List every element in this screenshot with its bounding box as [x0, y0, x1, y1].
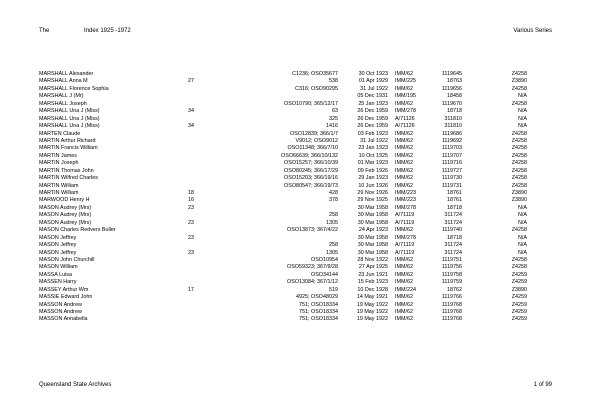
entry-item: IMM/223: [395, 190, 416, 196]
entry-name: MARSHALL Una J (Miss): [39, 108, 100, 115]
entry-series: Z4259: [511, 309, 527, 315]
footer-archive: Queensland State Archives: [39, 382, 112, 388]
entry-number: 1119731: [441, 182, 462, 189]
entry-series: N/A: [518, 242, 527, 249]
entry-name: MARTIN Arthur Richard: [39, 137, 96, 144]
entry-age: 17: [188, 286, 194, 293]
entry-series: Z4258: [511, 85, 527, 92]
table-row: [0, 197, 589, 204]
entry-series: Z3890: [511, 197, 527, 204]
entry-series: N/A: [518, 219, 527, 226]
entry-date: 01 Apr 1929: [358, 78, 388, 85]
entry-number: 18718: [447, 204, 462, 211]
entry-date: 30 Mar 1958: [357, 249, 388, 256]
entry-item: IMM/62: [395, 256, 413, 263]
entry-item: IMM/62: [395, 152, 413, 159]
entry-number: 311724: [444, 219, 462, 226]
header-title: Index 1925 -1972: [84, 28, 131, 34]
entry-number: 311810: [444, 115, 462, 122]
entry-name: MARSHALL J (Mr): [39, 93, 84, 100]
entry-item: IMM/195: [395, 93, 416, 100]
entry-date: 27 Apr 1925: [358, 264, 388, 271]
entry-reference: OSO11348; 366/7/10: [287, 145, 338, 152]
entry-date: 10 Jun 1926: [358, 182, 388, 189]
entry-series: Z4258: [511, 182, 527, 189]
entry-series: Z4258: [511, 227, 527, 234]
entry-item: IMM/62: [395, 316, 413, 323]
entry-name: MARSHALL Alexander: [39, 71, 94, 77]
entry-date: 28 Nov 1922: [357, 256, 388, 263]
entry-date: 23 Jan 1923: [358, 145, 388, 152]
entry-date: 30 Mar 1958: [357, 242, 388, 249]
table-row: [0, 272, 589, 279]
entry-number: 311724: [444, 242, 462, 249]
entry-series: Z4258: [511, 256, 527, 263]
entry-number: 311724: [444, 249, 462, 256]
entry-date: 05 Dec 1931: [357, 93, 388, 100]
table-row: [0, 86, 589, 93]
entry-number: 1119768: [441, 309, 462, 315]
entry-item: IMM/62: [395, 271, 413, 278]
entry-reference: C316; OSO90295: [295, 85, 338, 92]
entry-item: A/71119: [395, 219, 415, 226]
entry-name: MASON Audrey (Mrs): [39, 204, 92, 211]
entry-item: IMM/62: [395, 294, 413, 301]
entry-name: MARTIN Francis William: [39, 145, 98, 152]
header-left: The: [39, 28, 50, 34]
entry-reference: OSO15203; 366/19/16: [284, 175, 338, 182]
entry-item: A/71119: [395, 212, 415, 219]
entry-number: 1119756: [441, 264, 462, 271]
entry-age: 34: [188, 123, 194, 130]
entry-number: 311810: [444, 123, 462, 130]
entry-date: 30 Mar 1958: [357, 234, 388, 241]
table-row: [0, 145, 589, 152]
table-row: [0, 302, 589, 309]
entry-series: N/A: [518, 93, 527, 100]
table-row: [0, 287, 589, 294]
entry-date: 31 Jul 1922: [360, 137, 388, 144]
entry-series: Z4258: [511, 71, 527, 77]
entry-number: 1119768: [441, 316, 462, 323]
entry-date: 24 Apr 1923: [358, 227, 388, 234]
table-row: [0, 175, 589, 182]
entry-date: 29 Nov 1925: [357, 197, 388, 204]
entry-reference: 258: [329, 212, 338, 219]
entry-number: 18761: [447, 197, 462, 204]
entry-number: 18458: [447, 93, 462, 100]
entry-item: A/71119: [395, 242, 415, 249]
entry-reference: 538: [329, 78, 338, 85]
entry-number: 1119716: [441, 160, 462, 167]
entry-name: MARSHALL Florence Sophia: [39, 85, 109, 92]
table-row: [0, 78, 589, 85]
entry-name: MARSHALL Anna M: [39, 78, 88, 85]
entry-name: MASSON Annabella: [39, 316, 88, 323]
entry-series: Z3890: [511, 286, 527, 293]
entry-reference: 428: [329, 190, 338, 196]
entry-name: MASSON Andrew: [39, 301, 82, 308]
table-row: [0, 294, 589, 301]
entry-number: 311724: [444, 212, 462, 219]
entry-reference: 1305: [326, 219, 338, 226]
entry-reference: 751; OSO18334: [299, 316, 338, 323]
entry-date: 26 Dec 1959: [357, 123, 388, 130]
entry-series: Z4259: [511, 301, 527, 308]
entry-number: 1119703: [441, 145, 462, 152]
table-row: [0, 279, 589, 286]
entry-date: 19 May 1922: [356, 316, 388, 323]
table-row: [0, 138, 589, 145]
entry-series: Z4259: [511, 271, 527, 278]
entry-item: IMM/62: [395, 160, 413, 167]
entry-item: A/71119: [395, 249, 415, 256]
entry-series: Z4258: [511, 160, 527, 167]
entry-date: 03 Feb 1923: [357, 130, 388, 137]
table-row: [0, 316, 589, 323]
entry-item: IMM/223: [395, 197, 416, 204]
entry-date: 19 May 1922: [356, 301, 388, 308]
entry-number: 1119730: [441, 175, 462, 182]
entry-number: 1119751: [441, 256, 462, 263]
entry-reference: OSO12839; 366/1/7: [290, 130, 338, 137]
table-row: [0, 257, 589, 264]
entry-name: MASON William: [39, 264, 78, 271]
entry-name: MARTIN William: [39, 190, 79, 196]
entry-item: IMM/62: [395, 130, 413, 137]
entry-reference: 1416: [326, 123, 338, 130]
entry-age: 18: [188, 190, 194, 196]
table-row: [0, 160, 589, 167]
table-row: [0, 264, 589, 271]
entry-reference: OSO13873; 367/4/22: [287, 227, 338, 234]
entry-name: MASSON Andrew: [39, 309, 82, 315]
entry-number: 1119656: [441, 85, 462, 92]
entry-age: 27: [188, 78, 194, 85]
entry-date: 30 Mar 1958: [357, 219, 388, 226]
entry-date: 14 May 1921: [356, 294, 388, 301]
entry-number: 1119686: [441, 130, 462, 137]
entry-age: 34: [188, 108, 194, 115]
entry-series: Z4258: [511, 145, 527, 152]
table-row: [0, 131, 589, 138]
entry-series: N/A: [518, 234, 527, 241]
entry-item: IMM/62: [395, 71, 413, 77]
entry-name: MARTIN Joseph: [39, 160, 79, 167]
entry-date: 19 May 1922: [356, 309, 388, 315]
entry-date: 23 Jun 1921: [358, 271, 388, 278]
entry-name: MASON Audrey (Mrs): [39, 219, 92, 226]
table-row: [0, 168, 589, 175]
entry-series: Z4259: [511, 294, 527, 301]
entry-item: IMM/62: [395, 100, 413, 107]
table-row: [0, 220, 589, 227]
entry-age: 23: [188, 204, 194, 211]
entry-series: Z4259: [511, 279, 527, 286]
entry-age: 23: [188, 234, 194, 241]
entry-date: 15 Feb 1923: [357, 279, 388, 286]
entry-number: 18718: [447, 234, 462, 241]
entry-reference: 1305: [326, 249, 338, 256]
entry-number: 1119766: [441, 294, 462, 301]
entry-reference: OSO80245; 366/17/29: [284, 167, 338, 174]
entry-name: MARSHALL Una J (Miss): [39, 123, 100, 130]
table-row: [0, 212, 589, 219]
entry-reference: OSO10954: [311, 256, 338, 263]
entry-number: 18761: [447, 190, 462, 196]
entry-name: MARTIN Wilfred Charles: [39, 175, 98, 182]
entry-date: 31 Jul 1922: [360, 85, 388, 92]
entry-name: MARWOOD Henry H: [39, 197, 90, 204]
entry-name: MASON Jeffrey: [39, 242, 77, 249]
entry-item: IMM/62: [395, 264, 413, 271]
entry-item: IMM/62: [395, 85, 413, 92]
entry-name: MARTEN Claude: [39, 130, 81, 137]
table-row: [0, 183, 589, 190]
entry-reference: 519: [329, 286, 338, 293]
index-table: [0, 71, 589, 324]
entry-reference: 325: [329, 115, 338, 122]
entry-date: 01 Mar 1923: [357, 160, 388, 167]
entry-item: A/71126: [395, 123, 415, 130]
table-row: [0, 190, 589, 197]
entry-series: Z4258: [511, 137, 527, 144]
entry-series: Z4258: [511, 152, 527, 159]
entry-name: MASON Jeffrey: [39, 234, 77, 241]
entry-number: 18762: [447, 286, 462, 293]
entry-name: MASSEY Arthur Wm: [39, 286, 89, 293]
entry-reference: 258: [329, 242, 338, 249]
entry-reference: 751; OSO18334: [299, 301, 338, 308]
entry-number: 18763: [447, 78, 462, 85]
entry-number: 1119759: [441, 279, 462, 286]
table-row: [0, 116, 589, 123]
entry-item: IMM/224: [395, 286, 416, 293]
entry-item: IMM/62: [395, 309, 413, 315]
entry-reference: OSO10790; 365/12/17: [284, 100, 338, 107]
entry-series: Z4258: [511, 175, 527, 182]
table-row: [0, 153, 589, 160]
table-row: [0, 205, 589, 212]
table-row: [0, 250, 589, 257]
entry-number: 1119645: [441, 71, 462, 77]
entry-series: N/A: [518, 249, 527, 256]
entry-item: IMM/62: [395, 175, 413, 182]
entry-item: IMM/62: [395, 279, 413, 286]
table-row: [0, 101, 589, 108]
entry-series: Z4258: [511, 130, 527, 137]
entry-date: 09 Feb 1926: [357, 167, 388, 174]
entry-item: IMM/62: [395, 145, 413, 152]
entry-item: IMM/62: [395, 167, 413, 174]
entry-name: MARSHALL Joseph: [39, 100, 87, 107]
entry-item: IMM/62: [395, 137, 413, 144]
entry-age: 16: [188, 197, 194, 204]
page-number: 1 of 99: [533, 382, 552, 388]
entry-series: Z4258: [511, 264, 527, 271]
entry-name: MASSEN Harry: [39, 279, 77, 286]
entry-number: 1119670: [441, 100, 462, 107]
entry-name: MASON Charles Redvers Buller: [39, 227, 116, 234]
entry-reference: C1236; OSO35677: [292, 71, 338, 77]
entry-date: 30 Mar 1958: [357, 204, 388, 211]
entry-series: Z4259: [511, 316, 527, 323]
entry-number: 1119692: [441, 137, 462, 144]
entry-number: 18718: [447, 108, 462, 115]
entry-series: N/A: [518, 204, 527, 211]
entry-age: 23: [188, 219, 194, 226]
entry-reference: OSO34144: [311, 271, 338, 278]
entry-series: Z3890: [511, 190, 527, 196]
entry-name: MARSHALL Una J (Miss): [39, 115, 100, 122]
entry-series: N/A: [518, 123, 527, 130]
table-row: [0, 93, 589, 100]
table-row: [0, 235, 589, 242]
entry-item: IMM/62: [395, 227, 413, 234]
entry-date: 10 Oct 1925: [358, 152, 388, 159]
entry-date: 30 Mar 1958: [357, 212, 388, 219]
entry-date: 25 Jan 1923: [358, 100, 388, 107]
table-row: [0, 242, 589, 249]
entry-name: MASON John Churchill: [39, 256, 95, 263]
entry-name: MASSA Luisa: [39, 271, 72, 278]
entry-number: 1119768: [441, 301, 462, 308]
entry-reference: OSO66639; 366/10/132: [281, 152, 338, 159]
entry-number: 1119727: [441, 167, 462, 174]
entry-item: IMM/62: [395, 301, 413, 308]
entry-reference: OSO59323; 367/9/28: [287, 264, 338, 271]
entry-reference: 751; OSO18334: [299, 309, 338, 315]
table-row: [0, 108, 589, 115]
table-row: [0, 71, 589, 78]
entry-number: 1119740: [441, 227, 462, 234]
entry-reference: OSO15257; 366/10/39: [284, 160, 338, 167]
entry-series: Z4258: [511, 100, 527, 107]
entry-name: MASON Audrey (Mrs): [39, 212, 92, 219]
table-row: [0, 227, 589, 234]
entry-number: 1119707: [441, 152, 462, 159]
header-right: Various Series: [513, 28, 552, 34]
entry-date: 26 Dec 1959: [357, 108, 388, 115]
entry-name: MARTIN James: [39, 152, 77, 159]
entry-date: 10 Dec 1928: [357, 286, 388, 293]
entry-date: 29 Nov 1926: [357, 190, 388, 196]
entry-reference: 4925; OSO48029: [296, 294, 338, 301]
entry-date: 30 Oct 1923: [358, 71, 388, 77]
entry-reference: 63: [332, 108, 338, 115]
entry-name: MARTIN William: [39, 182, 79, 189]
entry-name: MARTIN Thomas John: [39, 167, 94, 174]
entry-reference: V9012; OSO9012: [295, 137, 338, 144]
entry-reference: 378: [329, 197, 338, 204]
entry-age: 23: [188, 249, 194, 256]
entry-series: Z3890: [511, 78, 527, 85]
entry-item: IMM/225: [395, 78, 416, 85]
entry-item: IMM/62: [395, 182, 413, 189]
entry-series: Z4258: [511, 167, 527, 174]
entry-series: N/A: [518, 108, 527, 115]
entry-reference: OSO13084; 367/1/12: [287, 279, 338, 286]
entry-item: A/71126: [395, 115, 415, 122]
entry-name: MASON Jeffrey: [39, 249, 77, 256]
entry-item: IMM/278: [395, 234, 416, 241]
entry-name: MASSIE Edward John: [39, 294, 93, 301]
entry-series: N/A: [518, 212, 527, 219]
entry-item: IMM/278: [395, 204, 416, 211]
entry-item: IMM/278: [395, 108, 416, 115]
table-row: [0, 309, 589, 316]
entry-date: 29 Jan 1923: [358, 175, 388, 182]
table-row: [0, 123, 589, 130]
entry-reference: OSO80547; 366/19/73: [284, 182, 338, 189]
entry-date: 26 Dec 1959: [357, 115, 388, 122]
entry-number: 1119758: [441, 271, 462, 278]
entry-series: N/A: [518, 115, 527, 122]
